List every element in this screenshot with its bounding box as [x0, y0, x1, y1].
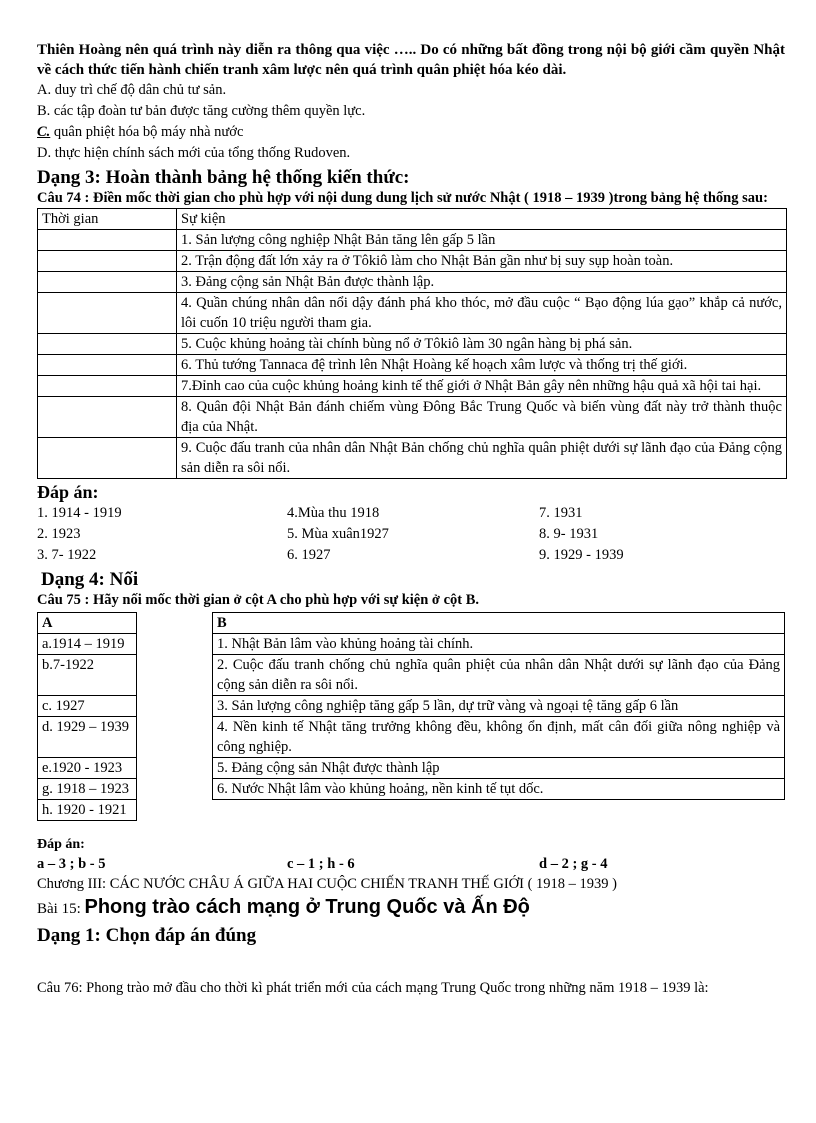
answer-item: 9. 1929 - 1939: [539, 547, 624, 563]
intro-paragraph: Thiên Hoàng nên quá trình này diễn ra thông qua việc ….. Do có những bất đồng trong nội bộ giới cầm quyền Nhật về cách thức tiến hành chiến tranh xâm lược nên quá trình quân phiệt hóa kéo dài.: [37, 42, 785, 78]
section-heading-dang3: Dạng 3: Hoàn thành bảng hệ thống kiến thức:: [37, 167, 410, 188]
answer-item: 3. 7- 1922: [37, 547, 97, 563]
table-row: [38, 355, 787, 376]
answer-item: 5. Mùa xuân1927: [287, 526, 389, 542]
section-heading-dang4: Dạng 4: Nối: [41, 569, 139, 590]
question-74: Câu 74 : Điền mốc thời gian cho phù hợp với nội dung dung lịch sử nước Nhật ( 1918 – 1939 )trong bảng hệ thống sau:: [37, 190, 768, 206]
event-cell: 5. Cuộc khủng hoảng tài chính bùng nổ ở Tôkiô làm 30 ngân hàng bị phá sản.: [177, 334, 787, 355]
column-b-item[interactable]: 3. Sản lượng công nghiệp tăng gấp 5 lần, dự trữ vàng và ngoại tệ tăng gấp 6 lần: [213, 696, 785, 717]
event-cell: 4. Quần chúng nhân dân nổi dậy đánh phá kho thóc, mở đầu cuộc “ Bạo động lúa gạo” khắp cả nước, lôi cuốn 10 triệu người tham gia.: [177, 293, 787, 334]
time-cell[interactable]: [38, 334, 177, 355]
table-row: [38, 251, 787, 272]
event-cell: 2. Trận động đất lớn xảy ra ở Tôkiô làm cho Nhật Bản gần như bị suy sụp hoàn toàn.: [177, 251, 787, 272]
option-letter: D.: [37, 145, 52, 161]
column-a-table: [37, 612, 137, 821]
table-header-row: [38, 209, 787, 230]
answer-grid-75: [37, 854, 785, 874]
matching-exercise: [37, 612, 785, 836]
time-cell[interactable]: [38, 438, 177, 479]
table-row: [38, 293, 787, 334]
event-cell: 8. Quân đội Nhật Bản đánh chiếm vùng Đông Bắc Trung Quốc và biến vùng đất này trở thành thuộc địa của Nhật.: [177, 397, 787, 438]
option-text: thực hiện chính sách mới của tổng thống Rudoven.: [51, 145, 351, 161]
column-b-item[interactable]: 4. Nền kinh tế Nhật tăng trưởng không đều, không ổn định, mất cân đối giữa nông nghiệp và công nghiệp.: [213, 717, 785, 758]
header-event: Sự kiện: [177, 209, 787, 230]
column-b-table: [212, 612, 785, 800]
time-cell[interactable]: [38, 251, 177, 272]
chapter-heading: Chương III: CÁC NƯỚC CHÂU Á GIỮA HAI CUỘC CHIẾN TRANH THẾ GIỚI ( 1918 – 1939 ): [37, 876, 618, 892]
table-row: [38, 334, 787, 355]
lesson-label: Bài 15:: [37, 901, 85, 917]
column-b-item[interactable]: 1. Nhật Bản lâm vào khủng hoảng tài chính.: [213, 634, 785, 655]
event-cell: 6. Thủ tướng Tannaca đệ trình lên Nhật Hoàng kế hoạch xâm lược và thống trị thế giới.: [177, 355, 787, 376]
column-a-item[interactable]: a.1914 – 1919: [38, 634, 137, 655]
column-a-item[interactable]: d. 1929 – 1939: [38, 717, 137, 758]
table-row: [38, 376, 787, 397]
event-cell: 3. Đảng cộng sản Nhật Bản được thành lập.: [177, 272, 787, 293]
table-row: [38, 230, 787, 251]
option-letter: B.: [37, 103, 51, 119]
event-cell: 7.Đỉnh cao của cuộc khủng hoảng kinh tế thế giới ở Nhật Bản gây nên những hậu quả xã hội tai hại.: [177, 376, 787, 397]
answer-item: 2. 1923: [37, 526, 81, 542]
answer-item: 4.Mùa thu 1918: [287, 505, 380, 521]
header-time: Thời gian: [38, 209, 177, 230]
column-b-item[interactable]: 6. Nước Nhật lâm vào khủng hoảng, nền kinh tế tụt dốc.: [213, 779, 785, 800]
column-a-item[interactable]: c. 1927: [38, 696, 137, 717]
option-b: [37, 101, 785, 122]
table-row: [38, 397, 787, 438]
event-cell: 1. Sản lượng công nghiệp Nhật Bản tăng lên gấp 5 lần: [177, 230, 787, 251]
column-b-item[interactable]: 2. Cuộc đấu tranh chống chủ nghĩa quân phiệt của nhân dân Nhật dưới sự lãnh đạo của Đảng cộng sản diễn ra sôi nổi.: [213, 655, 785, 696]
question-76: Câu 76: Phong trào mở đầu cho thời kì phát triển mới của cách mạng Trung Quốc trong những năm 1918 – 1939 là:: [37, 980, 709, 996]
option-text: các tập đoàn tư bản được tăng cường thêm quyền lực.: [50, 103, 366, 119]
time-cell[interactable]: [38, 272, 177, 293]
option-letter-correct: C.: [37, 124, 51, 140]
column-a-item[interactable]: g. 1918 – 1923: [38, 779, 137, 800]
section-heading-dang1: Dạng 1: Chọn đáp án đúng: [37, 925, 257, 946]
answer-item: 7. 1931: [539, 505, 583, 521]
column-a-item[interactable]: b.7-1922: [38, 655, 137, 696]
time-cell[interactable]: [38, 355, 177, 376]
answer-heading-75: Đáp án:: [37, 837, 85, 852]
option-text: duy trì chế độ dân chủ tư sản.: [51, 82, 227, 98]
knowledge-table: [37, 208, 787, 479]
time-cell[interactable]: [38, 397, 177, 438]
table-row: [38, 272, 787, 293]
option-c: [37, 122, 785, 143]
document-page: [37, 40, 785, 998]
column-a-item[interactable]: h. 1920 - 1921: [38, 800, 137, 821]
option-letter: A.: [37, 82, 52, 98]
column-b-item[interactable]: 5. Đảng cộng sản Nhật được thành lập: [213, 758, 785, 779]
table-row: [38, 438, 787, 479]
answer-item: 6. 1927: [287, 547, 331, 563]
answer-item: 8. 9- 1931: [539, 526, 599, 542]
option-text: quân phiệt hóa bộ máy nhà nước: [50, 124, 244, 140]
option-d: [37, 143, 785, 164]
time-cell[interactable]: [38, 376, 177, 397]
answer-heading-74: Đáp án:: [37, 482, 99, 502]
question-75: Câu 75 : Hãy nối mốc thời gian ở cột A cho phù hợp với sự kiện ở cột B.: [37, 592, 480, 608]
answer-item: 1. 1914 - 1919: [37, 505, 122, 521]
option-a: [37, 80, 785, 101]
lesson-heading: [37, 894, 785, 922]
answer-item: c – 1 ; h - 6: [287, 856, 355, 872]
lesson-title: Phong trào cách mạng ở Trung Quốc và Ấn Độ: [84, 896, 530, 918]
answer-grid-74: [37, 503, 785, 566]
time-cell[interactable]: [38, 293, 177, 334]
column-b-header: B: [213, 613, 785, 634]
answer-item: a – 3 ; b - 5: [37, 856, 106, 872]
column-a-item[interactable]: e.1920 - 1923: [38, 758, 137, 779]
column-a-header: A: [38, 613, 137, 634]
time-cell[interactable]: [38, 230, 177, 251]
answer-item: d – 2 ; g - 4: [539, 856, 608, 872]
event-cell: 9. Cuộc đấu tranh của nhân dân Nhật Bản chống chủ nghĩa quân phiệt dưới sự lãnh đạo của Đảng cộng sản diễn ra sôi nổi.: [177, 438, 787, 479]
